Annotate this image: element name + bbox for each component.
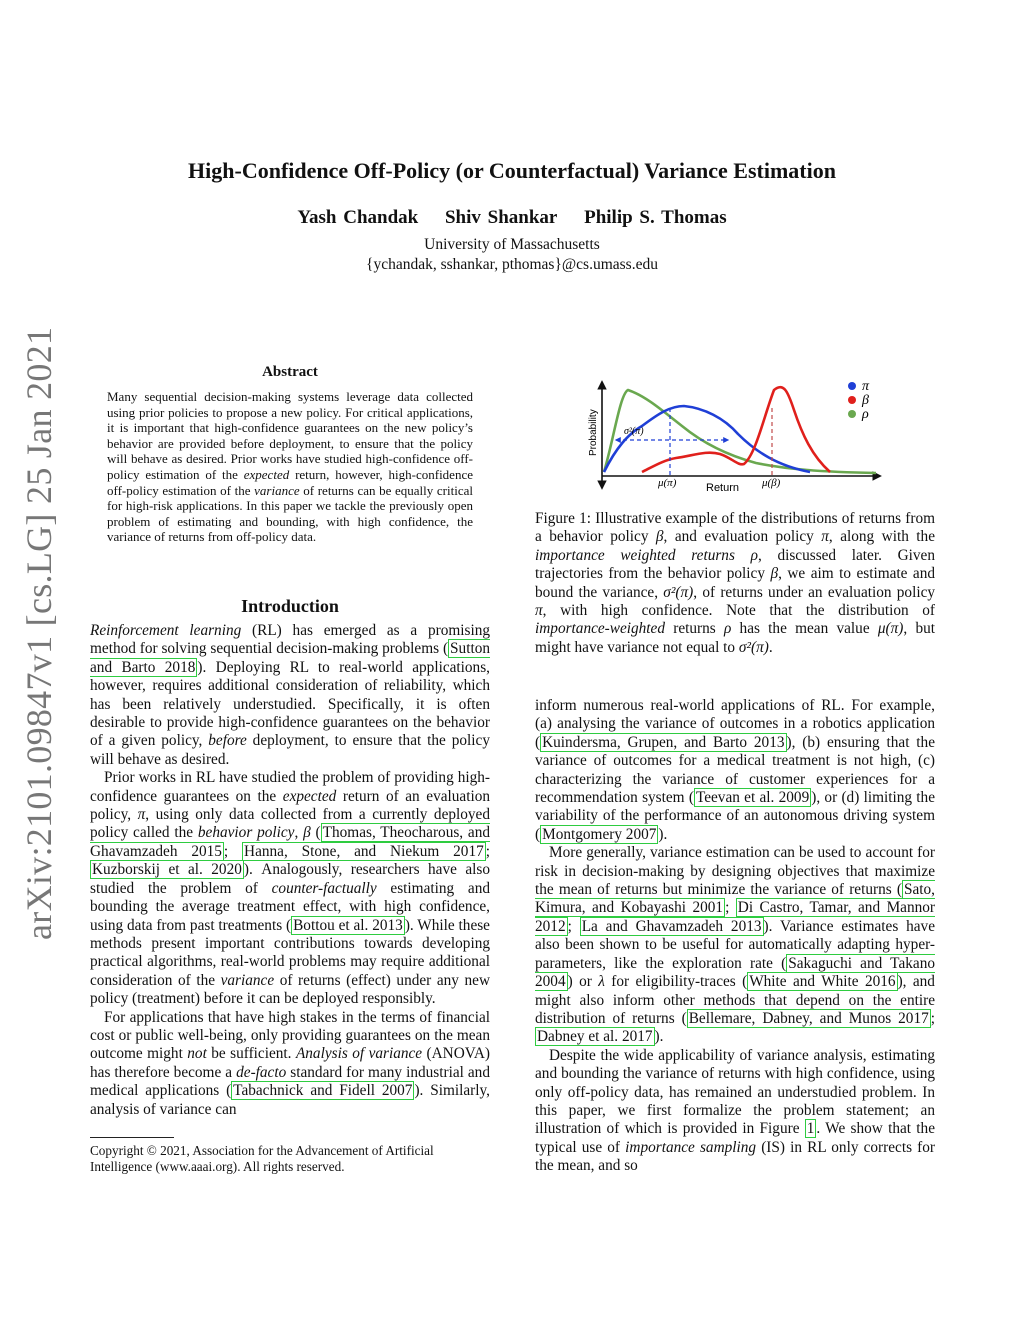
affiliation-block — [0, 235, 1024, 275]
paragraph: inform numerous real-world applications of RL. For example, (a) analysing the variance of outcomes in a robotics application ( Kuindersma, Grupen, and Barto 2013 ), (b) ensuring that the variance of outcomes for a medical treatment is not high, (c) characterizing the variance of customer experiences for a recommendation system ( Teevan et al. 2009 ), or (d) limiting the variability of the performance of an autonomous driving system ( Montgomery 2007 ). — [535, 697, 935, 843]
author-list — [0, 207, 1024, 229]
citation-link[interactable]: La and Ghavamzadeh 2013 — [581, 917, 762, 935]
sigma-label: σ²(π) — [624, 426, 644, 437]
mu-beta-label: μ(β) — [762, 477, 781, 489]
citation-link[interactable]: Dabney et al. 2017 — [537, 1028, 653, 1046]
citation-link[interactable]: Teevan et al. 2009 — [695, 789, 810, 807]
citation-link[interactable]: Di Castro, Tamar, and Mannor 2012 — [535, 899, 935, 935]
paper-title: High-Confidence Off-Policy (or Counterfactual) Variance Estimation — [188, 158, 836, 183]
abstract-body: Many sequential decision-making systems leverage data collected using prior policies to propose a new policy. For critical applications, it is important that high-confidence guarantees on the new policy’s behavior are provided before deployment, to ensure that the policy will behave as desired. Prior works have studied high-confidence off-policy estimation of the expected return, however, high-confidence off-policy estimation of the variance of returns can be equally critical for high-risk applications. In this paper we tackle the previously open problem of estimating and bounding, with high confidence, the variance of returns from off-policy data. — [107, 389, 473, 545]
footnote-rule — [90, 1137, 174, 1138]
author-name: Philip S. Thomas — [584, 207, 727, 228]
legend-rho-marker — [848, 410, 856, 418]
figure-reference-link[interactable]: 1 — [806, 1120, 815, 1138]
paragraph: Prior works in RL have studied the problem of providing high-confidence guarantees on the expected return of an evaluation policy, π, using only data collected from a currently deployed policy called the behavior policy, β ( Thomas, Theocharous, and Ghavamzadeh 2015 ; Hanna, Stone, and Niekum 2017 ; Kuzborskij et al. 2020 ). Analogously, researchers have also studied the problem of counter-factually estimating and bounding the average treatment effect, with high confidence, using data from past treatments ( Bottou et al. 2013 ). While these methods present important contributions towards developing practical algorithms, real-world problems may require additional consideration of the variance of returns (effect) under any new policy (treatment) before it can be deployed responsibly. — [90, 769, 491, 1008]
legend-rho-label: ρ — [862, 407, 869, 422]
legend-beta-marker — [848, 396, 856, 404]
citation-link[interactable]: Kuindersma, Grupen, and Barto 2013 — [542, 733, 785, 751]
legend-beta-label: β — [862, 393, 869, 408]
mu-pi-label: μ(π) — [658, 477, 677, 489]
figure-1-caption: Figure 1: Illustrative example of the distributions of returns from a behavior policy β, and evaluation policy π, along with the importance weighted returns ρ, discussed later. Given trajectories from the behavior policy β, we aim to estimate and bound the variance, σ²(π), of returns under an evaluation policy π, with high confidence. Note that the distribution of importance-weighted returns ρ has the mean value μ(π), but might have variance not equal to σ²(π). — [535, 510, 936, 656]
pi-curve — [604, 406, 810, 472]
arxiv-identifier: arXiv:2101.09847v1 [cs.LG] 25 Jan 2021 — [19, 326, 59, 940]
paragraph: Despite the wide applicability of variance analysis, estimating and bounding the variance of returns with high confidence, using only off-policy data, has remained an understudied problem. In this paper, we first formalize the problem statement; an illustration of which is provided in Figure 1 . We show that the typical use of importance sampling (IS) in RL only corrects for the mean, and so — [535, 1046, 935, 1175]
paragraph: For applications that have high stakes in the terms of financial cost or public well-being, only providing guarantees on the mean outcome might not be sufficient. Analysis of variance (ANOVA) has therefore become a de-facto standard for many industrial and medical applications ( Tabachnick and Fidell 2007 ). Similarly, analysis of variance can — [90, 1008, 490, 1118]
author-name: Shiv Shankar — [444, 207, 558, 228]
citation-link[interactable]: Hanna, Stone, and Niekum 2017 — [244, 842, 484, 860]
citation-link[interactable]: Bellemare, Dabney, and Munos 2017 — [688, 1009, 929, 1027]
copyright-footnote: Copyright © 2021, Association for the Advancement of Artificial Intelligence (www.aaai.org). All rights reserved. — [90, 1143, 434, 1174]
author-name: Yash Chandak — [297, 207, 419, 228]
rho-curve — [604, 390, 876, 473]
introduction-body — [90, 622, 490, 1119]
paragraph: Reinforcement learning (RL) has emerged as a promising method for solving sequential decision-making problems ( Sutton and Barto 2018 ). Deploying RL to real-world applications, however, requires additional consideration of reliability, which has been relatively understudied. Specifically, it is often desirable to provide high-confidence guarantees on the behavior of a given policy, before deployment, to ensure that the policy will behave as desired. — [90, 622, 490, 768]
citation-link[interactable]: White and White 2016 — [749, 973, 896, 991]
citation-link[interactable]: Sakaguchi and Takano 2004 — [535, 954, 935, 991]
author-emails: {ychandak, sshankar, pthomas}@cs.umass.edu — [366, 256, 658, 273]
affiliation: University of Massachusetts — [424, 236, 600, 253]
legend-pi-label: π — [862, 379, 870, 394]
citation-link[interactable]: Bottou et al. 2013 — [293, 916, 403, 934]
abstract-heading: Abstract — [262, 364, 318, 380]
x-axis-label: Return — [706, 482, 740, 494]
citation-link[interactable]: Sato, Kimura, and Kobayashi 2001 — [535, 881, 935, 917]
y-axis-label: Probability — [588, 409, 599, 456]
citation-link[interactable]: Tabachnick and Fidell 2007 — [233, 1082, 413, 1100]
introduction-heading: Introduction — [241, 596, 339, 616]
paragraph: More generally, variance estimation can be used to account for risk in decision-making by designing objectives that maximize the mean of returns but minimize the variance of returns ( Sato, Kimura, and Kobayashi 2001 ; Di Castro, Tamar, and Mannor 2012 ; La and Ghavamzadeh 2013 ). Variance estimates have also been shown to be useful for automatically adapting hyper-parameters, like the exploration rate ( Sakaguchi and Takano 2004 ) or λ for eligibility-traces ( White and White 2016 ), and might also inform other methods that depend on the entire distribution of returns ( Bellemare, Dabney, and Munos 2017 ; Dabney et al. 2017 ). — [535, 844, 936, 1046]
legend-pi-marker — [848, 382, 856, 390]
citation-link[interactable]: Montgomery 2007 — [542, 825, 657, 843]
figure-1-plot — [580, 368, 900, 500]
citation-link[interactable]: Kuzborskij et al. 2020 — [92, 861, 242, 879]
citation-link[interactable]: Sutton and Barto 2018 — [90, 640, 490, 676]
right-column-body — [535, 697, 935, 1176]
citation-link[interactable]: Thomas, Theocharous, and Ghavamzadeh 2015 — [90, 824, 491, 860]
